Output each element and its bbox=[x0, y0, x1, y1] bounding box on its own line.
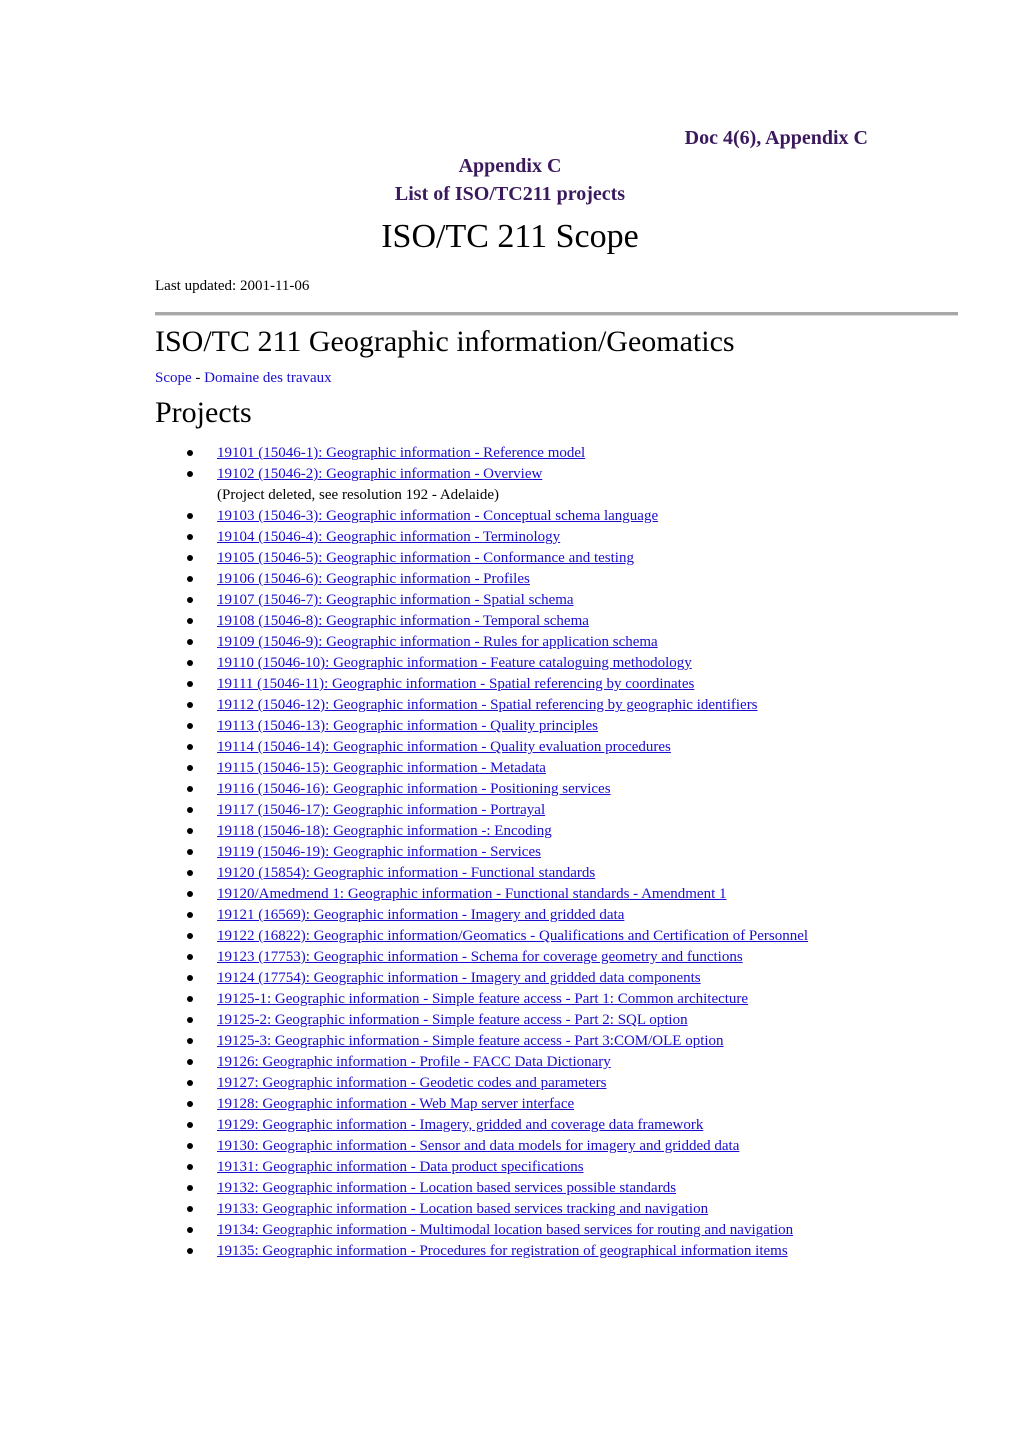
appendix-title: Appendix C bbox=[458, 155, 562, 177]
bullet-icon bbox=[187, 1038, 193, 1044]
bullet-icon bbox=[187, 870, 193, 876]
bullet-icon bbox=[187, 849, 193, 855]
project-link[interactable]: 19106 (15046-6): Geographic information - Profiles bbox=[217, 571, 530, 587]
bullet-icon bbox=[187, 450, 193, 456]
project-link[interactable]: 19113 (15046-13): Geographic information - Quality principles bbox=[217, 718, 599, 734]
bullet-icon bbox=[187, 723, 193, 729]
project-link[interactable]: 19104 (15046-4): Geographic information - Terminology bbox=[217, 529, 561, 545]
project-link[interactable]: 19127: Geographic information - Geodetic codes and parameters bbox=[217, 1075, 607, 1091]
bullet-icon bbox=[187, 954, 193, 960]
project-link[interactable]: 19119 (15046-19): Geographic information - Services bbox=[217, 844, 541, 860]
project-link[interactable]: 19117 (15046-17): Geographic information - Portrayal bbox=[217, 802, 546, 818]
project-item bbox=[155, 947, 855, 967]
bullet-icon bbox=[187, 618, 193, 624]
project-item bbox=[155, 1241, 855, 1261]
bullet-icon bbox=[187, 744, 193, 750]
bullet-icon bbox=[187, 1206, 193, 1212]
bullet-icon bbox=[187, 1080, 193, 1086]
project-link[interactable]: 19118 (15046-18): Geographic information -: Encoding bbox=[217, 823, 552, 839]
bullet-icon bbox=[187, 1017, 193, 1023]
scope-link[interactable]: Scope bbox=[155, 370, 192, 386]
bullet-icon bbox=[187, 1101, 193, 1107]
project-item bbox=[155, 1052, 855, 1072]
project-item bbox=[155, 590, 855, 610]
bullet-icon bbox=[187, 576, 193, 582]
project-item bbox=[155, 569, 855, 589]
project-link[interactable]: 19122 (16822): Geographic information/Geomatics - Qualifications and Certification of Personnel bbox=[217, 928, 809, 944]
project-link[interactable]: 19126: Geographic information - Profile - FACC Data Dictionary bbox=[217, 1054, 611, 1070]
bullet-icon bbox=[187, 471, 193, 477]
project-item bbox=[155, 632, 855, 652]
bullet-icon bbox=[187, 1248, 193, 1254]
bullet-icon bbox=[187, 828, 193, 834]
bullet-icon bbox=[187, 1143, 193, 1149]
project-link[interactable]: 19109 (15046-9): Geographic information - Rules for application schema bbox=[217, 634, 658, 650]
bullet-icon bbox=[187, 1227, 193, 1233]
project-item bbox=[155, 737, 855, 757]
project-item bbox=[155, 842, 855, 862]
bullet-icon bbox=[187, 786, 193, 792]
project-link[interactable]: 19116 (15046-16): Geographic information - Positioning services bbox=[217, 781, 611, 797]
project-link[interactable]: 19124 (17754): Geographic information - Imagery and gridded data components bbox=[217, 970, 701, 986]
deleted-project-note: (Project deleted, see resolution 192 - Adelaide) bbox=[217, 487, 499, 503]
project-link[interactable]: 19125-2: Geographic information - Simple feature access - Part 2: SQL option bbox=[217, 1012, 688, 1028]
project-item bbox=[155, 989, 855, 1009]
domaine-link[interactable]: Domaine des travaux bbox=[204, 370, 332, 386]
project-item bbox=[155, 779, 855, 799]
project-link[interactable]: 19112 (15046-12): Geographic information - Spatial referencing by geographic identifiers bbox=[217, 697, 758, 713]
project-link[interactable]: 19135: Geographic information - Procedures for registration of geographical information items bbox=[217, 1243, 788, 1259]
project-item bbox=[155, 527, 855, 547]
project-item bbox=[155, 926, 855, 946]
project-item bbox=[155, 653, 855, 673]
bullet-icon bbox=[187, 513, 193, 519]
project-item bbox=[155, 1157, 855, 1177]
bullet-icon bbox=[187, 681, 193, 687]
project-item bbox=[155, 674, 855, 694]
project-item bbox=[155, 1220, 855, 1240]
bullet-icon bbox=[187, 555, 193, 561]
bullet-icon bbox=[187, 807, 193, 813]
project-item bbox=[155, 1073, 855, 1093]
project-item bbox=[155, 800, 855, 820]
bullet-icon bbox=[187, 1185, 193, 1191]
project-link[interactable]: 19128: Geographic information - Web Map server interface bbox=[217, 1096, 575, 1112]
project-link[interactable]: 19125-3: Geographic information - Simple feature access - Part 3:COM/OLE option bbox=[217, 1033, 724, 1049]
link-separator: - bbox=[191, 370, 205, 386]
project-link[interactable]: 19133: Geographic information - Location based services tracking and navigation bbox=[217, 1201, 709, 1217]
project-item bbox=[155, 1094, 855, 1114]
project-item bbox=[155, 1178, 855, 1198]
project-list bbox=[155, 443, 855, 1262]
bullet-icon bbox=[187, 933, 193, 939]
project-item bbox=[155, 611, 855, 631]
bullet-icon bbox=[187, 1059, 193, 1065]
document-reference: Doc 4(6), Appendix C bbox=[684, 127, 868, 149]
bullet-icon bbox=[187, 702, 193, 708]
project-item bbox=[155, 443, 855, 463]
project-link[interactable]: 19134: Geographic information - Multimodal location based services for routing and navigation bbox=[217, 1222, 794, 1238]
project-item bbox=[155, 548, 855, 568]
project-item bbox=[155, 905, 855, 925]
project-item bbox=[155, 506, 855, 526]
project-item bbox=[155, 968, 855, 988]
project-link[interactable]: 19111 (15046-11): Geographic information - Spatial referencing by coordinates bbox=[217, 676, 695, 692]
bullet-icon bbox=[187, 765, 193, 771]
list-title: List of ISO/TC211 projects bbox=[394, 183, 626, 205]
project-link[interactable]: 19131: Geographic information - Data product specifications bbox=[217, 1159, 584, 1175]
bullet-icon bbox=[187, 639, 193, 645]
project-link[interactable]: 19132: Geographic information - Location based services possible standards bbox=[217, 1180, 677, 1196]
project-item bbox=[155, 884, 855, 904]
project-link[interactable]: 19110 (15046-10): Geographic information - Feature cataloguing methodology bbox=[217, 655, 692, 671]
project-link[interactable]: 19107 (15046-7): Geographic information - Spatial schema bbox=[217, 592, 574, 608]
bullet-icon bbox=[187, 1122, 193, 1128]
project-link[interactable]: 19125-1: Geographic information - Simple feature access - Part 1: Common architecture bbox=[217, 991, 749, 1007]
bullet-icon bbox=[187, 996, 193, 1002]
project-link[interactable]: 19121 (16569): Geographic information - Imagery and gridded data bbox=[217, 907, 625, 923]
project-item bbox=[155, 1115, 855, 1135]
project-item bbox=[155, 1136, 855, 1156]
project-item bbox=[155, 1010, 855, 1030]
bullet-icon bbox=[187, 534, 193, 540]
project-link[interactable]: 19108 (15046-8): Geographic information - Temporal schema bbox=[217, 613, 589, 629]
projects-heading: Projects bbox=[155, 396, 252, 429]
project-item bbox=[155, 863, 855, 883]
project-link[interactable]: 19103 (15046-3): Geographic information - Conceptual schema language bbox=[217, 508, 659, 524]
project-link[interactable]: 19101 (15046-1): Geographic information - Reference model bbox=[217, 445, 586, 461]
project-item bbox=[155, 821, 855, 841]
project-item bbox=[155, 716, 855, 736]
project-link[interactable]: 19114 (15046-14): Geographic information - Quality evaluation procedures bbox=[217, 739, 671, 755]
project-item bbox=[155, 758, 855, 778]
horizontal-rule bbox=[155, 312, 958, 316]
project-link[interactable]: 19130: Geographic information - Sensor and data models for imagery and gridded data bbox=[217, 1138, 740, 1154]
project-item bbox=[155, 1031, 855, 1051]
project-item bbox=[155, 695, 855, 715]
project-link[interactable]: 19115 (15046-15): Geographic information - Metadata bbox=[217, 760, 546, 776]
section-title: ISO/TC 211 Geographic information/Geomatics bbox=[155, 325, 735, 358]
bullet-icon bbox=[187, 912, 193, 918]
bullet-icon bbox=[187, 975, 193, 981]
scope-links bbox=[155, 370, 332, 387]
bullet-icon bbox=[187, 891, 193, 897]
bullet-icon bbox=[187, 1164, 193, 1170]
bullet-icon bbox=[187, 597, 193, 603]
project-link[interactable]: 19120/Amedmend 1: Geographic information - Functional standards - Amendment 1 bbox=[217, 886, 727, 902]
project-item bbox=[155, 1199, 855, 1219]
project-link[interactable]: 19123 (17753): Geographic information - Schema for coverage geometry and functions bbox=[217, 949, 743, 965]
last-updated: Last updated: 2001-11-06 bbox=[155, 278, 310, 294]
project-item bbox=[155, 464, 855, 484]
scope-title: ISO/TC 211 Scope bbox=[381, 218, 639, 255]
project-link[interactable]: 19129: Geographic information - Imagery, gridded and coverage data framework bbox=[217, 1117, 704, 1133]
project-link[interactable]: 19105 (15046-5): Geographic information - Conformance and testing bbox=[217, 550, 634, 566]
project-link[interactable]: 19120 (15854): Geographic information - Functional standards bbox=[217, 865, 596, 881]
bullet-icon bbox=[187, 660, 193, 666]
project-link[interactable]: 19102 (15046-2): Geographic information - Overview bbox=[217, 466, 543, 482]
